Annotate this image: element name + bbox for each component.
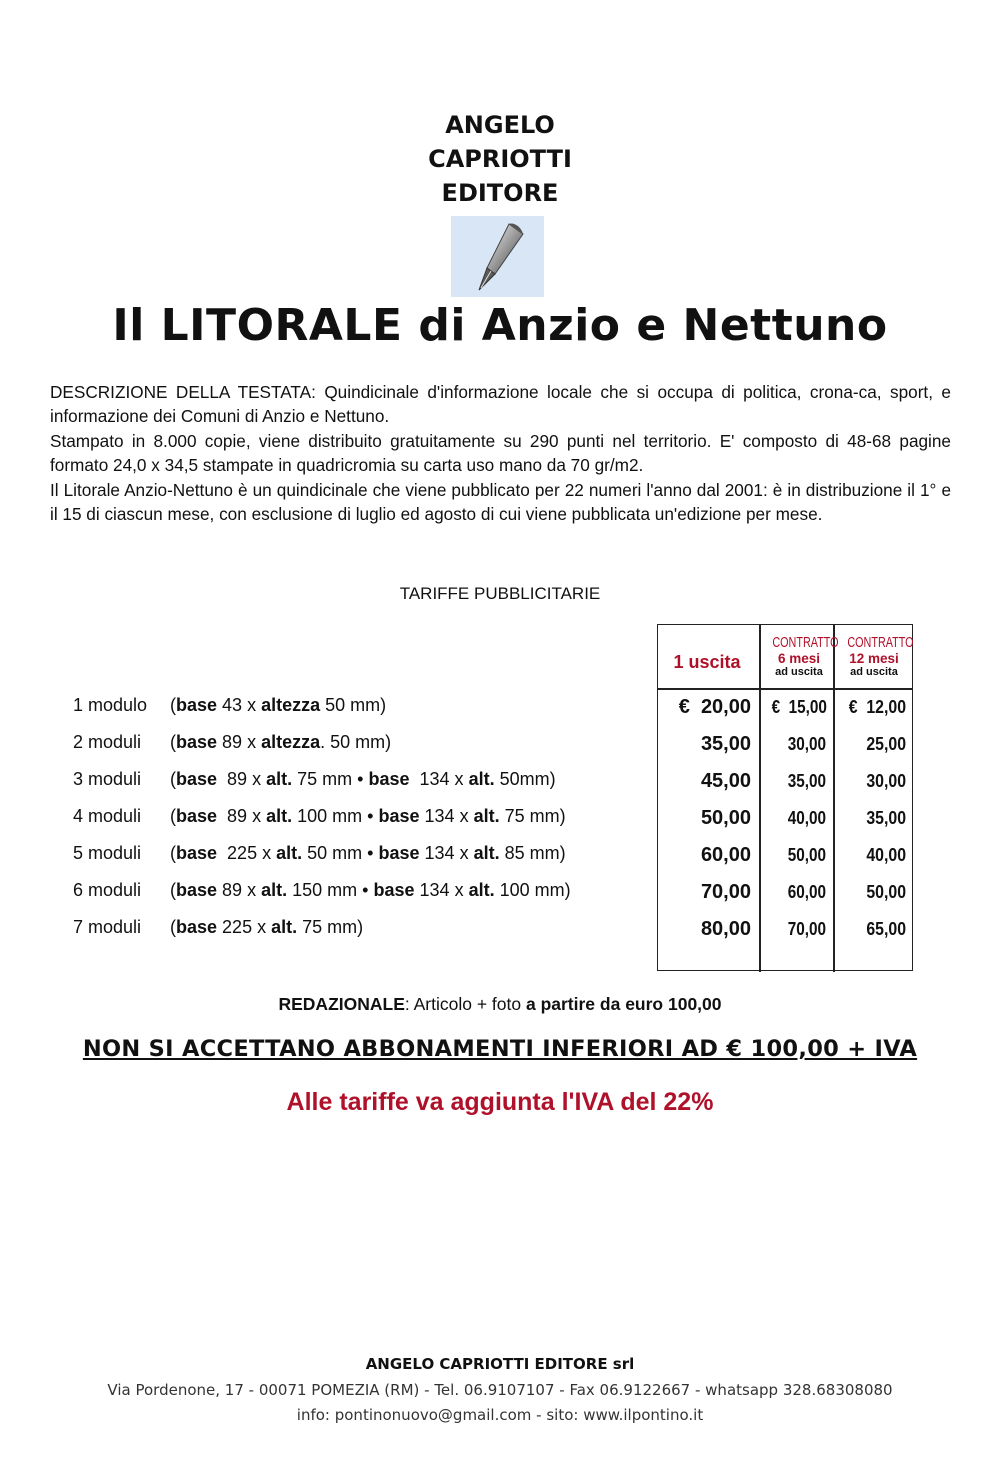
price-12-mesi: 50,00 xyxy=(866,882,906,902)
page-title: Il LITORALE di Anzio e Nettuno xyxy=(112,300,888,351)
price-1-uscita: 70,00 xyxy=(700,881,751,903)
price-12-mesi: 65,00 xyxy=(866,919,906,939)
row-label: 1 modulo xyxy=(73,695,148,715)
pen-nib-icon xyxy=(451,216,544,297)
redazionale-note xyxy=(0,994,1000,1015)
logo xyxy=(451,216,544,297)
contract-label: CONTRATTO xyxy=(772,634,839,651)
redazionale-text: : Articolo + foto xyxy=(404,994,526,1014)
row-label: 6 moduli xyxy=(73,880,142,900)
minimum-subscription-notice: NON SI ACCETTANO ABBONAMENTI INFERIORI AD € 100,00 + IVA xyxy=(82,1036,918,1062)
description xyxy=(50,380,951,526)
price-1-uscita: € 20,00 xyxy=(678,696,751,718)
price-6-mesi: 30,00 xyxy=(787,734,826,754)
footer-company-name: ANGELO CAPRIOTTI EDITORE srl xyxy=(365,1355,635,1373)
contract-note: ad uscita xyxy=(775,666,823,678)
price-12-mesi: 35,00 xyxy=(866,808,906,828)
price-column-divider xyxy=(833,688,835,972)
description-paragraph-1: DESCRIZIONE DELLA TESTATA: Quindicinale d'informazione locale che si occupa di politica, crona-ca, sport, e informazione dei Comuni di Anzio e Nettuno. xyxy=(50,382,951,427)
price-1-uscita: 35,00 xyxy=(700,733,751,755)
price-1-uscita: 50,00 xyxy=(700,807,751,829)
contract-note: ad uscita xyxy=(850,666,898,678)
contract-period: 12 mesi xyxy=(849,651,899,666)
price-12-mesi: 30,00 xyxy=(866,771,906,791)
publisher-line-3: EDITORE xyxy=(441,179,559,207)
column-header-1-uscita: 1 uscita xyxy=(673,652,741,672)
row-label: 2 moduli xyxy=(73,732,142,752)
price-6-mesi: € 15,00 xyxy=(771,697,827,717)
price-12-mesi: € 12,00 xyxy=(848,697,906,717)
price-header-divider xyxy=(759,624,761,688)
price-6-mesi: 60,00 xyxy=(787,882,826,902)
price-6-mesi: 70,00 xyxy=(787,919,826,939)
row-dimensions: (base 89 x alt. 150 mm • base 134 x alt. 100 mm) xyxy=(170,880,571,900)
row-label: 7 moduli xyxy=(73,917,142,937)
row-dimensions: (base 43 x altezza 50 mm) xyxy=(170,695,387,715)
row-dimensions: (base 89 x altezza. 50 mm) xyxy=(170,732,392,752)
publisher-line-2: CAPRIOTTI xyxy=(428,145,572,173)
price-1-uscita: 45,00 xyxy=(700,770,751,792)
row-label: 3 moduli xyxy=(73,769,142,789)
vat-notice: Alle tariffe va aggiunta l'IVA del 22% xyxy=(286,1088,714,1116)
price-column-divider xyxy=(759,688,761,972)
publisher-name xyxy=(0,108,1000,210)
redazionale-price: a partire da euro 100,00 xyxy=(525,994,722,1014)
publisher-line-1: ANGELO xyxy=(445,111,555,139)
description-paragraph-2: Stampato in 8.000 copie, viene distribuito gratuitamente su 290 punti nel territorio. E' composto di 48-68 pagine formato 24,0 x 34,5 stampate in quadricromia su carta uso mano da 70 gr/m2. xyxy=(50,430,951,476)
column-header-6-mesi xyxy=(762,634,839,678)
redazionale-label: REDAZIONALE xyxy=(278,994,405,1014)
row-dimensions: (base 89 x alt. 100 mm • base 134 x alt. 75 mm) xyxy=(170,806,566,826)
contract-period: 6 mesi xyxy=(777,651,821,666)
price-12-mesi: 25,00 xyxy=(866,734,906,754)
price-6-mesi: 50,00 xyxy=(787,845,826,865)
price-12-mesi: 40,00 xyxy=(866,845,906,865)
footer-address: Via Pordenone, 17 - 00071 POMEZIA (RM) - Tel. 06.9107107 - Fax 06.9122667 - whatsapp 328.68308080 xyxy=(107,1381,893,1399)
price-1-uscita: 60,00 xyxy=(700,844,751,866)
row-label: 5 moduli xyxy=(73,843,142,863)
row-dimensions: (base 225 x alt. 50 mm • base 134 x alt. 85 mm) xyxy=(170,843,566,863)
price-table-header-rule xyxy=(657,688,913,690)
price-6-mesi: 40,00 xyxy=(787,808,826,828)
contract-label: CONTRATTO xyxy=(847,634,914,651)
tariffs-heading: TARIFFE PUBBLICITARIE xyxy=(399,584,601,603)
row-dimensions: (base 89 x alt. 75 mm • base 134 x alt. 50mm) xyxy=(170,769,556,789)
description-paragraph-3: Il Litorale Anzio-Nettuno è un quindicinale che viene pubblicato per 22 numeri l'anno dal 2001: è in distribuzione il 1° e il 15 di ciascun mese, con esclusione di luglio ed agosto di cui viene pubblicata un'edizione per mese. xyxy=(50,479,951,525)
price-1-uscita: 80,00 xyxy=(700,918,751,940)
row-label: 4 moduli xyxy=(73,806,142,826)
price-6-mesi: 35,00 xyxy=(787,771,826,791)
column-header-12-mesi xyxy=(837,634,914,678)
footer-contact: info: pontinonuovo@gmail.com - sito: www.ilpontino.it xyxy=(296,1406,704,1424)
row-dimensions: (base 225 x alt. 75 mm) xyxy=(170,917,364,937)
